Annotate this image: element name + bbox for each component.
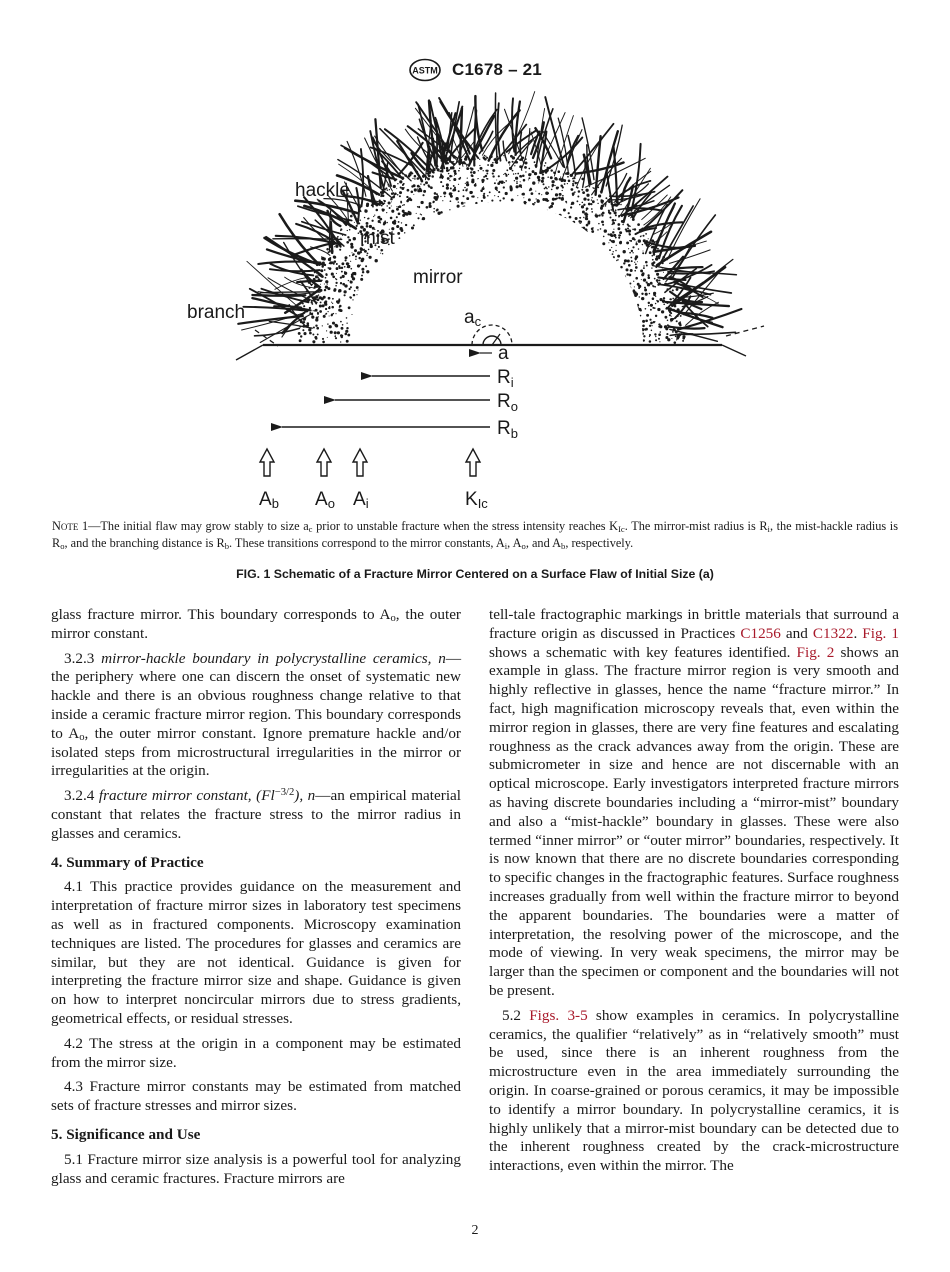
surface-chamfer-left	[236, 345, 263, 360]
label-mist: mist	[360, 228, 395, 249]
page-number: 2	[471, 1223, 479, 1238]
label-ro-sub: o	[510, 399, 518, 414]
right-column	[489, 606, 899, 1182]
section-5-heading: 5. Significance and Use	[51, 1125, 201, 1143]
label-ao	[315, 489, 335, 511]
branch-dash-right	[726, 326, 764, 336]
label-hackle: hackle	[295, 180, 350, 201]
link-c1256[interactable]: C1256	[740, 624, 781, 642]
link-figs-3-5[interactable]: Figs. 3-5	[529, 1006, 588, 1024]
label-ri	[497, 367, 514, 390]
paragraph-4-3: 4.3 Fracture mirror constants may be estimated from matched sets of fracture stresses and mirror sizes.	[51, 1078, 461, 1115]
paragraph-3-2-4: 3.2.4 fracture mirror constant, $(Fl^{-3/2})$, n—an empirical material constant that relates the fracture stress to the mirror radius in glasses and ceramics.	[51, 787, 461, 842]
label-mirror: mirror	[413, 267, 463, 288]
label-ro-main: R	[497, 391, 511, 412]
label-ab	[259, 489, 279, 511]
label-ab-sub: b	[271, 496, 279, 511]
figure-caption: FIG. 1 Schematic of a Fracture Mirror Centered on a Surface Flaw of Initial Size (a)	[236, 567, 714, 581]
label-branch: branch	[187, 302, 246, 323]
label-ro	[497, 391, 518, 414]
mirror-region	[357, 202, 643, 345]
label-a: a	[498, 343, 509, 364]
branch-dash-left	[255, 330, 278, 346]
figure-note: Note 1—The initial flaw may grow stably to size $a_c$ prior to unstable fracture when the stress intensity reaches $K_{Ic}$. The mirror-mist radius is $R_i$, the mist-hackle radius is $R_o$, and the branching distance is $R_b$. These transitions correspond to the mirror constants, $A_i$, $A_o$, and $A_b$, respectively.	[52, 519, 898, 551]
label-ri-sub: i	[510, 375, 514, 390]
label-ab-main: A	[259, 489, 272, 510]
up-arrow-ao	[317, 449, 331, 476]
paragraph-3-2-2-tail: glass fracture mirror. This boundary corresponds to $A_o$, the outer mirror constant.	[51, 606, 461, 642]
astm-logo-text: ASTM	[412, 65, 438, 76]
link-fig-2[interactable]: Fig. 2	[796, 643, 835, 661]
surface-chamfer-right	[722, 345, 746, 356]
paragraph-5-1-cont: tell-tale fractographic markings in brittle materials that surround a fracture origin as discussed in Practices C1256 and C1322. Fig. 1 shows a schematic with key features identified. Fig. 2 shows an example in glass. The fracture mirror region is very smooth and highly reflective in glasses, hence the name “fracture mirror.” In fact, high magnification microscopy reveals that, even within the mirror region in glasses, there are very fine features and escalating roughness as the crack advances away from the origin. These are submicrometer in size and hence are not discernable with an optical microscope. Early investigators interpreted fracture mirrors as having discrete boundaries including a “mirror-mist” boundary and also a “mist-hackle” boundary in glasses. These were also termed “inner mirror” or “outer mirror” boundaries, respectively. It is now known that there are no discrete boundaries corresponding to specific changes in the fractographic features. Surface roughness increases gradually from well within the fracture mirror to beyond the apparent boundaries. The boundaries were a matter of interpretation, the resolving power of the microscope, and the mode of viewing. In very weak specimens, the mirror may be larger than the specimen or component and the boundaries will not be present.	[489, 606, 900, 999]
up-arrow-kic	[466, 449, 480, 476]
label-kic	[465, 489, 488, 511]
up-arrow-ai	[353, 449, 367, 476]
label-ac-sub: c	[474, 314, 482, 329]
label-ri-main: R	[497, 367, 511, 388]
section-4-heading: 4. Summary of Practice	[51, 853, 204, 871]
link-fig-1[interactable]: Fig. 1	[862, 624, 900, 642]
up-arrow-ab	[260, 449, 274, 476]
document-designation: C1678 – 21	[452, 60, 542, 79]
link-c1322[interactable]: C1322	[812, 624, 854, 642]
paragraph-5-2: 5.2 Figs. 3-5 show examples in ceramics. In polycrystalline ceramics, the qualifier “relatively” as in “relatively smooth” must be used, since there is an inherent roughness from the microstructure even in the area immediately surrounding the origin. In coarse-grained or porous ceramics, it may be impossible to identify a mirror boundary. In polycrystalline ceramics, it is highly unlikely that a mirror-mist boundary can be detected due to the inherent roughness created by the crack-microstructure interactions, even within the mirror. The	[489, 1006, 900, 1175]
label-kic-sub: Ic	[477, 496, 488, 511]
paragraph-3-2-3: 3.2.3 mirror-hackle boundary in polycrystalline ceramics, n—the periphery where one can discern the onset of systematic new hackle and there is an obvious roughness change relative to that inside a ceramic fracture mirror region. This boundary corresponds to $A_o$, the outer mirror constant. Ignore premature hackle and/or isolated steps from microstructural irregularities in the mirror or irregularities at the origin.	[51, 649, 461, 780]
label-ac-main: a	[464, 307, 475, 328]
label-ao-main: A	[315, 489, 328, 510]
note-label: Note 1	[52, 519, 89, 533]
label-ai-sub: i	[365, 496, 369, 511]
fracture-mirror-figure	[0, 0, 950, 515]
label-ao-sub: o	[327, 496, 335, 511]
left-column	[51, 606, 461, 1194]
paragraph-4-1: 4.1 This practice provides guidance on the measurement and interpretation of fracture mirror sizes in laboratory test specimens as well as in fractured components. Microscopy examination techniques are listed. The procedures for glasses and ceramics are similar, but they are not identical. Guidance is given for interpreting the fracture mirror size and shape. Guidance is given on how to interpret noncircular mirrors due to stress gradients, geometrical effects, or residual stresses.	[51, 878, 461, 1027]
label-rb-sub: b	[510, 426, 518, 441]
paragraph-4-2: 4.2 The stress at the origin in a component may be estimated from the mirror size.	[51, 1034, 461, 1071]
paragraph-5-1-start: 5.1 Fracture mirror size analysis is a powerful tool for analyzing glass and ceramic fractures. Fracture mirrors are	[51, 1150, 461, 1187]
label-rb-main: R	[497, 418, 511, 439]
label-kic-main: K	[465, 489, 478, 510]
label-ai-main: A	[353, 489, 366, 510]
label-rb	[497, 418, 518, 441]
label-ai	[353, 489, 369, 511]
